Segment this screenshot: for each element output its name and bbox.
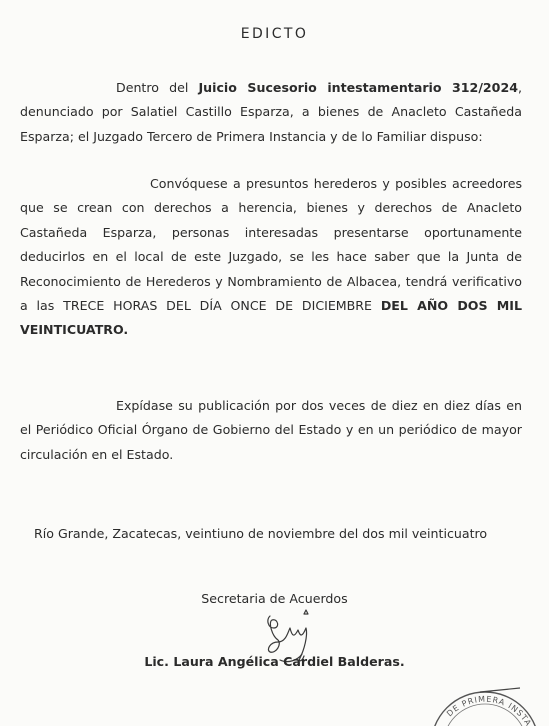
document-title: EDICTO (240, 26, 309, 42)
signer-name: Lic. Laura Angélica Cardiel Balderas. (144, 654, 405, 669)
paragraph-summons (20, 172, 522, 343)
place-and-date: Río Grande, Zacatecas, veintiuno de noviembre del dos mil veinticuatro (34, 526, 488, 541)
intro-text-end: , denunciado por Salatiel Castillo Esparza, a bienes de Anacleto Castañeda Esparza; el Juzgado Tercero de Primera Instancia y de lo Familiar dispuso: (20, 80, 522, 144)
signature-role: Secretaria de Acuerdos (201, 591, 348, 606)
intro-text-start: Dentro del (116, 80, 199, 95)
summons-year: DEL AÑO DOS MIL VEINTICUATRO. (20, 298, 522, 338)
court-seal (420, 684, 549, 726)
seal-text: DE PRIMERA INSTA (445, 694, 534, 726)
case-number: Juicio Sucesorio intestamentario 312/2024 (198, 80, 518, 95)
paragraph-intro (20, 76, 522, 149)
summons-text: Convóquese a presuntos herederos y posibles acreedores que se crean con derechos a herencia, bienes y derechos de Anacleto Castañeda Esparza, personas interesadas presentarse oportunamente deducirlos en el local de este Juzgado, se les hace saber que la Junta de Reconocimiento de Herederos y Nombramiento de Albacea, tendrá verificativo a las TRECE HORAS DEL DÍA ONCE DE DICIEMBRE (20, 176, 522, 314)
paragraph-publication: Expídase su publicación por dos veces de diez en diez días en el Periódico Oficial Órgano de Gobierno del Estado y en un periódico de mayor circulación en el Estado. (20, 398, 522, 462)
